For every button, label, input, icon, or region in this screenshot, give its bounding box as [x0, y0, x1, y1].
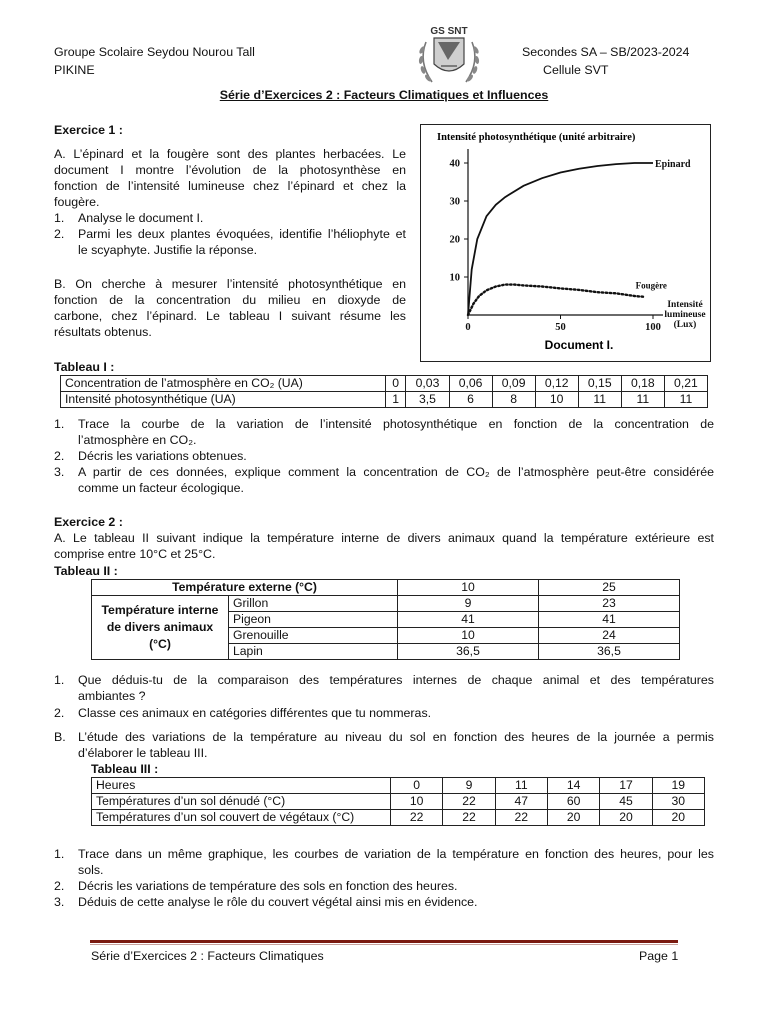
list-item: 1. Trace la courbe de la variation de l’intensité photosynthétique en fonction de la concentration de l’atmosphère en CO₂.: [54, 417, 714, 447]
list-item: 2. Décris les variations obtenues.: [54, 449, 247, 463]
ex1-partA: A. L’épinard et la fougère sont des plantes herbacées. Le document I montre l’évolution de la photosynthèse en fonction de l’intensité lumineuse chez l’épinard et chez la fougère.: [54, 147, 406, 209]
ex2-partA: A. Le tableau II suivant indique la température interne de divers animaux quand la température extérieure est comprise entre 10°C et 25°C.: [54, 531, 714, 561]
footer-rule: [90, 940, 678, 943]
ex1-heading: Exercice 1 :: [54, 123, 123, 137]
x-axis-label: (Lux): [673, 320, 697, 330]
table-2: [91, 579, 680, 660]
school-name: Groupe Scolaire Seydou Nourou Tall: [54, 45, 255, 59]
ex1-partA-questions: [54, 210, 406, 258]
table-row: Grenouille 10 24: [92, 628, 680, 644]
y-tick-label: 10: [449, 272, 460, 284]
table-row: Température interne de divers animaux (°C) Grillon 9 23: [92, 596, 680, 612]
list-item: 1. Analyse le document I.: [54, 211, 204, 225]
footer-text: Série d’Exercices 2 : Facteurs Climatiques: [91, 949, 324, 963]
list-item: 3. Déduis de cette analyse le rôle du couvert végétal ainsi mis en évidence.: [54, 895, 478, 909]
series-label-fougere: Fougère: [635, 280, 667, 291]
table1-title: Tableau I :: [54, 360, 115, 374]
chart-title: Intensité photosynthétique (unité arbitraire): [437, 132, 636, 143]
page-number: Page 1: [639, 949, 679, 963]
logo-text: GS SNT: [430, 26, 468, 37]
x-tick-label: 0: [465, 322, 471, 333]
ex1-questions: [54, 416, 714, 496]
footer-rule-thin: [90, 944, 678, 945]
ex1-partB: B. On cherche à mesurer l’intensité photosynthétique en fonction de la concentration du milieu en dioxyde de carbone, chez l’épinard. Le tableau I suivant résume les résultats obtenus.: [54, 277, 406, 339]
ex2-heading: Exercice 2 :: [54, 515, 123, 529]
x-tick-label: 50: [555, 322, 566, 333]
school-city: PIKINE: [54, 63, 95, 77]
table-row: Température externe (°C) 10 25: [92, 580, 680, 596]
y-tick-label: 40: [449, 158, 460, 170]
ex2-partB: [54, 729, 714, 761]
x-axis-label: Intensité: [667, 300, 703, 310]
y-tick-label: 20: [449, 234, 460, 246]
series-label-epinard: Epinard: [655, 159, 691, 170]
table3-title: Tableau III :: [91, 762, 159, 776]
series-fougere-line: [468, 285, 644, 315]
x-tick-label: 100: [645, 322, 661, 333]
document-1-chart: [421, 125, 710, 361]
class-year: Secondes SA – SB/2023-2024: [522, 45, 690, 59]
document-1-frame: [420, 124, 711, 362]
x-axis-label: lumineuse: [664, 310, 706, 320]
y-tick-label: 30: [449, 196, 460, 208]
table-row: Heures 0 9 11 14 17 19: [92, 778, 705, 794]
ex2-questions-A: [54, 672, 714, 721]
list-item: 2. Parmi les deux plantes évoquées, identifie l’héliophyte et le scyaphyte. Justifie la réponse.: [54, 227, 406, 257]
page-title: Série d’Exercices 2 : Facteurs Climatiques et Influences: [219, 88, 549, 102]
list-item: 3. A partir de ces données, explique comment la concentration de CO₂ de l’atmosphère peut-être considérée comme un facteur écologique.: [54, 465, 714, 495]
list-item: 2. Classe ces animaux en catégories différentes que tu nommeras.: [54, 706, 432, 720]
list-item: 2. Décris les variations de température des sols en fonction des heures.: [54, 879, 458, 893]
table-row: Températures d’un sol dénudé (°C) 10 22 47 60 45 30: [92, 794, 705, 810]
ex2-questions-B: [54, 846, 714, 910]
table-row: Intensité photosynthétique (UA) 1 3,5 6 8 10 11 11 11: [61, 392, 708, 408]
table-1: [60, 375, 708, 408]
table-row: Concentration de l’atmosphère en CO₂ (UA) 0 0,03 0,06 0,09 0,12 0,15 0,18 0,21: [61, 376, 708, 392]
cell-name: Cellule SVT: [543, 63, 609, 77]
school-logo: [408, 20, 490, 90]
table-3: [91, 777, 705, 826]
chart-caption: Document I.: [544, 338, 614, 352]
table2-title: Tableau II :: [54, 564, 118, 578]
series-epinard-line: [468, 163, 653, 315]
table-row: Pigeon 41 41: [92, 612, 680, 628]
list-item: B. L’étude des variations de la température au niveau du sol en fonction des heures de la journée a permis d’élaborer le tableau III.: [54, 730, 714, 760]
list-item: 1. Que déduis-tu de la comparaison des températures internes de chaque animal et des températures ambiantes ?: [54, 673, 714, 703]
list-item: 1. Trace dans un même graphique, les courbes de variation de la température en fonction des heures, pour les sols.: [54, 847, 714, 877]
table-row: Lapin 36,5 36,5: [92, 644, 680, 660]
table-row: Températures d’un sol couvert de végétaux (°C) 22 22 22 20 20 20: [92, 810, 705, 826]
